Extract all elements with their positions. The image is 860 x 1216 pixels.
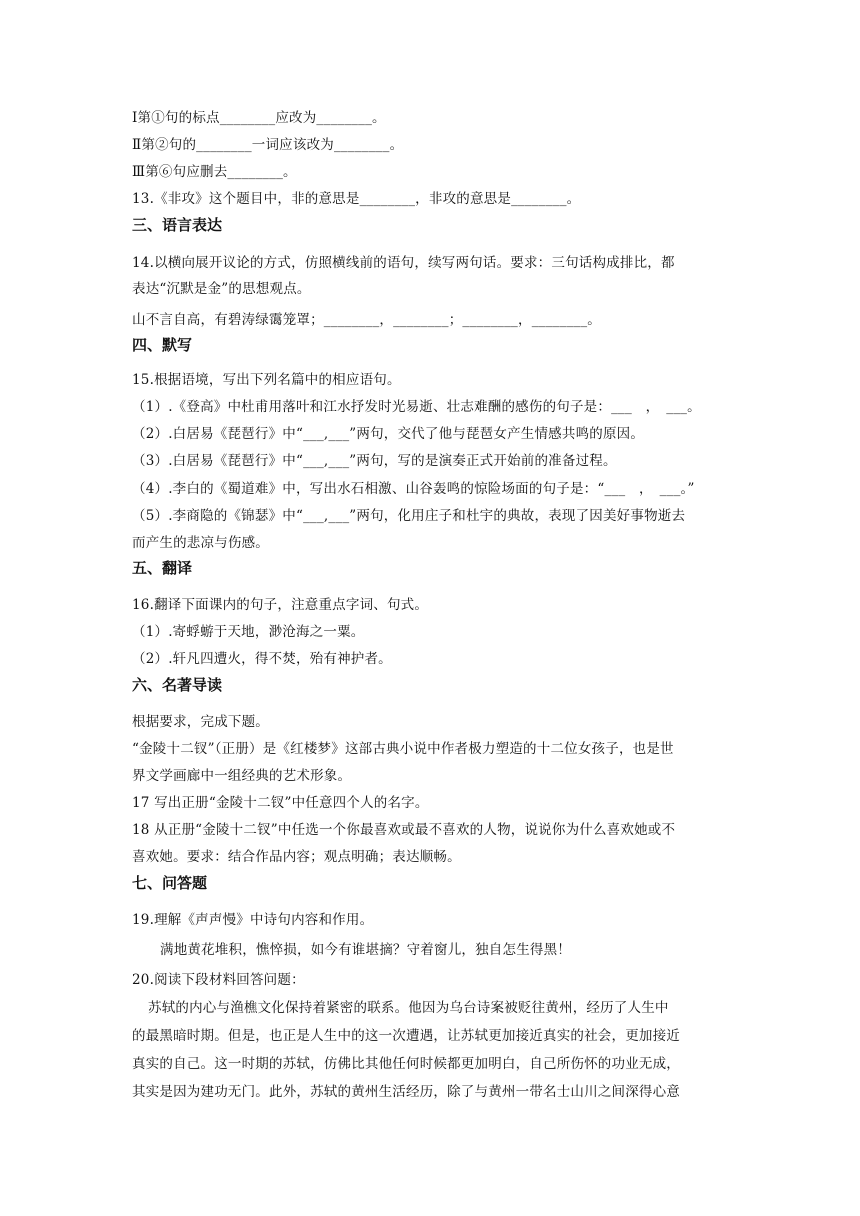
poem-lines: 满地黄花堆积，憔悴损，如今有谁堪摘？守着窗儿，独自怎生得黑！ (160, 942, 571, 958)
question-14-prompt: 山不言自高，有碧涛绿霭笼罩；________，________；________，________。 (132, 312, 601, 328)
question-16-2: （2）.轩凡四遭火，得不焚，殆有神护者。 (132, 651, 392, 667)
question-16: 16.翻译下面课内的句子，注意重点字词、句式。 (132, 597, 429, 613)
section-heading-5: 五、翻译 (132, 559, 193, 577)
reading-intro-cont: 界文学画廊中一组经典的艺术形象。 (132, 768, 352, 784)
question-16-1: （1）.寄蜉蝣于天地，渺沧海之一粟。 (132, 624, 365, 640)
question-14-cont: 表达“沉默是金”的思想观点。 (132, 281, 311, 297)
section-heading-3: 三、语言表达 (132, 216, 223, 234)
passage-line-2: 的最黑暗时期。但是，也正是人生中的这一次遭遇，让苏轼更加接近真实的社会，更加接近 (132, 1028, 680, 1044)
question-19: 19.理解《声声慢》中诗句内容和作用。 (132, 912, 374, 928)
passage-line-3: 真实的自己。这一时期的苏轼，仿佛比其他任何时候都更加明白，自己所伤怀的功业无成， (132, 1056, 680, 1072)
reading-instruction: 根据要求，完成下题。 (132, 714, 269, 730)
question-14: 14.以横向展开议论的方式，仿照横线前的语句，续写两句话。要求：三句话构成排比，都 (132, 255, 675, 271)
question-18-cont: 喜欢她。要求：结合作品内容；观点明确；表达顺畅。 (132, 849, 461, 865)
reading-intro: “金陵十二钗”（正册）是《红楼梦》这部古典小说中作者极力塑造的十二位女孩子，也是世 (132, 741, 674, 757)
question-12-item-1: Ⅰ第①句的标点________应改为________。 (132, 110, 386, 126)
question-18: 18 从正册“金陵十二钗”中任选一个你最喜欢或最不喜欢的人物，说说你为什么喜欢她或不 (132, 822, 676, 838)
passage-line-4: 其实是因为建功无门。此外，苏轼的黄州生活经历，除了与黄州一带名士山川之间深得心意 (132, 1084, 680, 1100)
question-15-1: （1）.《登高》中杜甫用落叶和江水抒发时光易逝、壮志难酬的感伤的句子是：___ ， ___。 (132, 399, 701, 415)
passage-line-1: 苏轼的内心与渔樵文化保持着紧密的联系。他因为乌台诗案被贬往黄州，经历了人生中 (148, 1000, 669, 1016)
question-13: 13.《非攻》这个题目中，非的意思是________，非攻的意思是________。 (132, 191, 581, 207)
question-15-4: （4）.李白的《蜀道难》中，写出水石相激、山谷轰鸣的惊险场面的句子是：“___ ， ___。” (132, 481, 695, 497)
question-17: 17 写出正册“金陵十二钗”中任意四个人的名字。 (132, 795, 429, 811)
question-12-item-2: Ⅱ第②句的________一词应该改为________。 (132, 137, 404, 153)
question-15-2: （2）.白居易《琵琶行》中“___,___”两句，交代了他与琵琶女产生情感共鸣的原因。 (132, 426, 645, 442)
question-12-item-3: Ⅲ第⑥句应删去________。 (132, 164, 297, 180)
section-heading-4: 四、默写 (132, 336, 193, 354)
question-15-5: （5）.李商隐的《锦瑟》中“___,___”两句，化用庄子和杜宇的典故，表现了因美好事物逝去 (132, 508, 686, 524)
question-15: 15.根据语境，写出下列名篇中的相应语句。 (132, 372, 401, 388)
section-heading-7: 七、问答题 (132, 874, 208, 892)
question-15-5-cont: 而产生的悲凉与伤感。 (132, 535, 269, 551)
question-20: 20.阅读下段材料回答问题： (132, 972, 305, 988)
question-15-3: （3）.白居易《琵琶行》中“___,___”两句，写的是演奏正式开始前的准备过程。 (132, 453, 617, 469)
section-heading-6: 六、名著导读 (132, 676, 223, 694)
